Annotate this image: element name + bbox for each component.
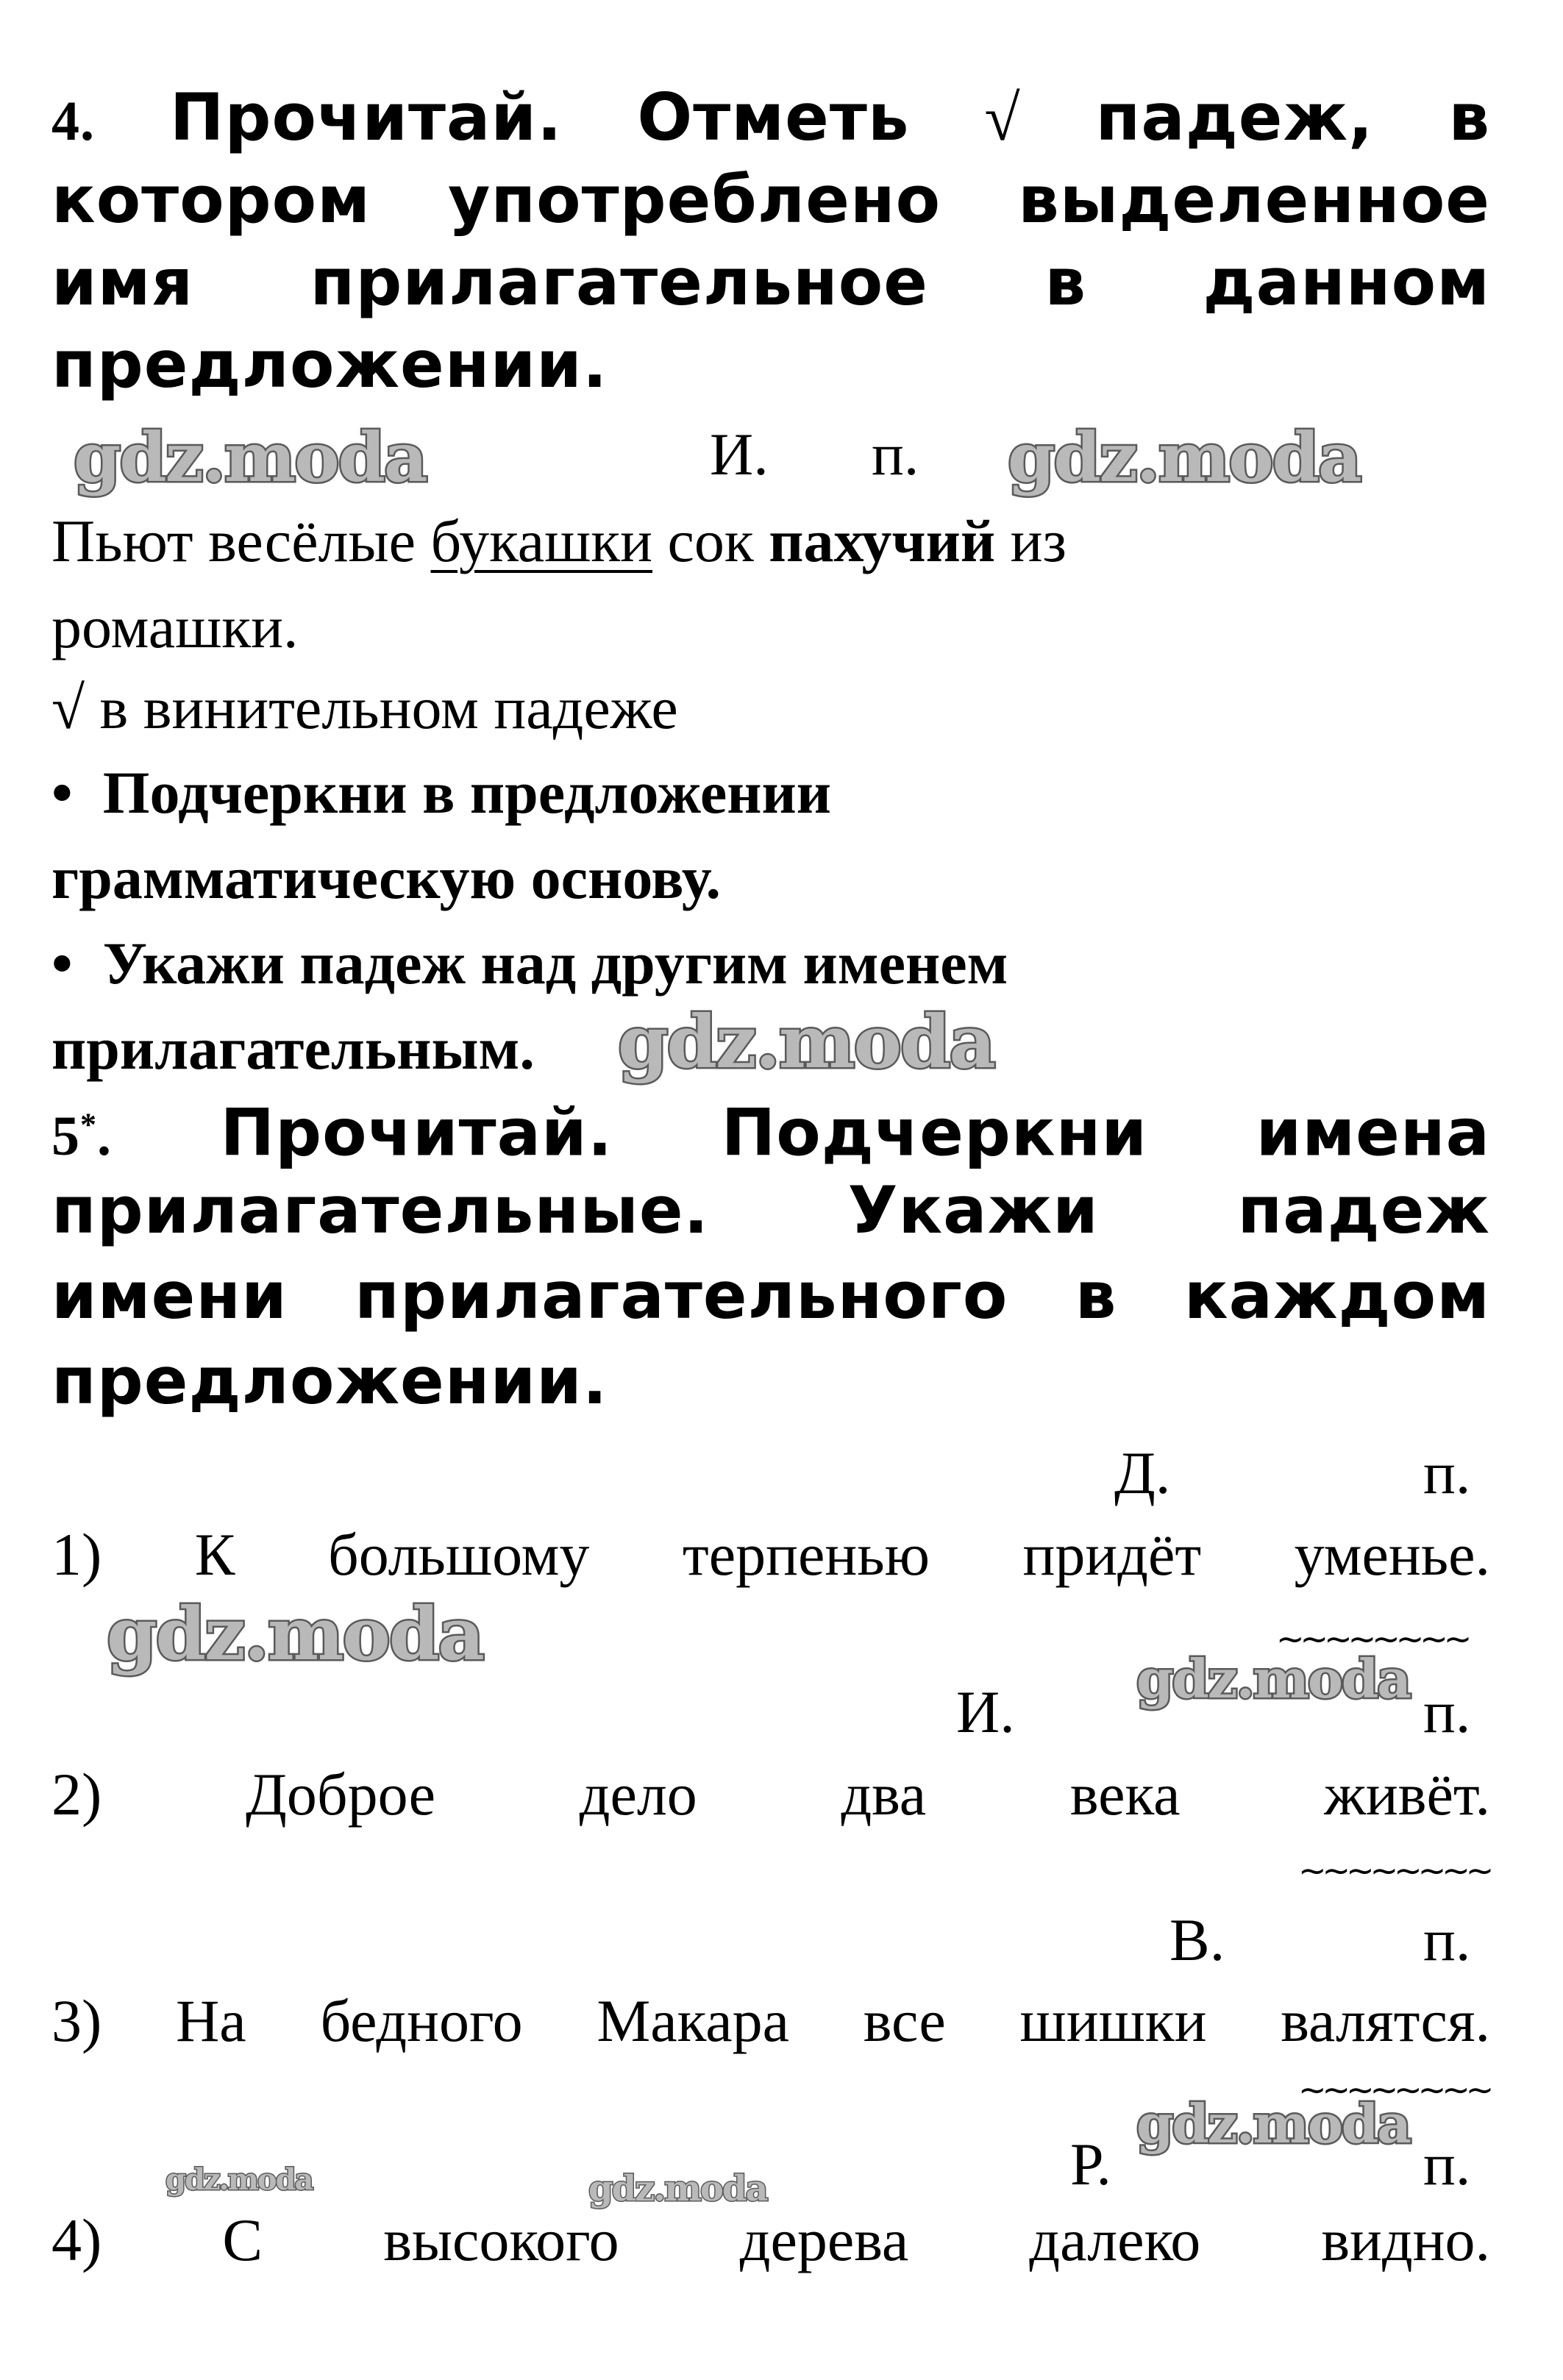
wavy-underline: ~~~~~~~~ <box>1276 1619 1468 1658</box>
task4-title-line1: 4. Прочитай. Отметь √ падеж, в <box>51 79 1491 155</box>
watermark-logo: gdz.moda <box>1136 1647 1410 1710</box>
item3-sentence: 3) На бедного Макара все шишки валятся. <box>51 1987 1491 2054</box>
watermark-logo: gdz.moda <box>1136 2092 1410 2155</box>
task5-title-line3: имени прилагательного в каждом <box>51 1258 1490 1333</box>
item4-case-p: п. <box>1423 2131 1471 2198</box>
watermark-logo: gdz.moda <box>588 2168 767 2209</box>
watermark-logo: gdz.moda <box>165 2162 313 2197</box>
item3-case-p: п. <box>1423 1906 1471 1973</box>
task4-title-line3: имя прилагательное в данном <box>51 244 1490 320</box>
task4-sentence: Пьют весёлые букашки сок пахучий из <box>51 507 1067 574</box>
task4-bullet1-line2: грамматическую основу. <box>51 844 722 911</box>
item2-case: И. <box>956 1678 1015 1745</box>
task4-bullet2: • Укажи падеж над другим именем <box>51 930 1008 997</box>
task5-title-line1: 5*. Прочитай. Подчеркни имена <box>51 1094 1491 1171</box>
watermark-logo: gdz.moda <box>618 1000 994 1085</box>
task4-case-note-p: п. <box>872 421 919 488</box>
wavy-underline: ~~~~~~~~ <box>1298 2070 1490 2109</box>
item2-sentence: 2) Доброе дело два века живёт. <box>51 1761 1491 1828</box>
bullet-icon: • <box>51 759 73 826</box>
item4-case: Р. <box>1070 2131 1111 2198</box>
wavy-underline: ~~~~~~~~ <box>1298 1850 1490 1890</box>
item4-sentence: 4) С высокого дерева далеко видно. <box>51 2206 1491 2273</box>
watermark-logo: gdz.moda <box>74 418 427 497</box>
task5-title-line2: прилагательные. Укажи падеж <box>51 1172 1490 1248</box>
item1-case-p: п. <box>1423 1439 1471 1506</box>
task4-sentence-line2: ромашки. <box>51 594 299 660</box>
task4-bullet1: • Подчеркни в предложении <box>51 759 832 826</box>
task4-answer: √ в винительном падеже <box>51 674 678 741</box>
task4-number: 4. <box>51 90 95 152</box>
task4-case-note: И. <box>710 421 769 488</box>
task4-title-line4: предложении. <box>51 327 608 402</box>
task5-title-line4: предложении. <box>51 1343 608 1419</box>
item3-case: В. <box>1169 1906 1225 1973</box>
watermark-logo: gdz.moda <box>107 1592 483 1677</box>
bold-word: пахучий <box>769 507 996 574</box>
underlined-word: букашки <box>430 507 652 574</box>
task4-bullet2-line2: прилагательным. <box>51 1015 535 1082</box>
task5-number: 5*. <box>51 1105 112 1168</box>
item1-case: Д. <box>1114 1439 1171 1506</box>
item1-sentence: 1) К большому терпенью придёт уменье. <box>51 1521 1491 1588</box>
bullet-icon: • <box>51 930 73 997</box>
task4-title-line2: котором употреблено выделенное <box>51 162 1490 238</box>
check-mark-icon: √ <box>984 83 1021 154</box>
item2-case-p: п. <box>1423 1678 1471 1745</box>
watermark-logo: gdz.moda <box>1008 418 1361 497</box>
